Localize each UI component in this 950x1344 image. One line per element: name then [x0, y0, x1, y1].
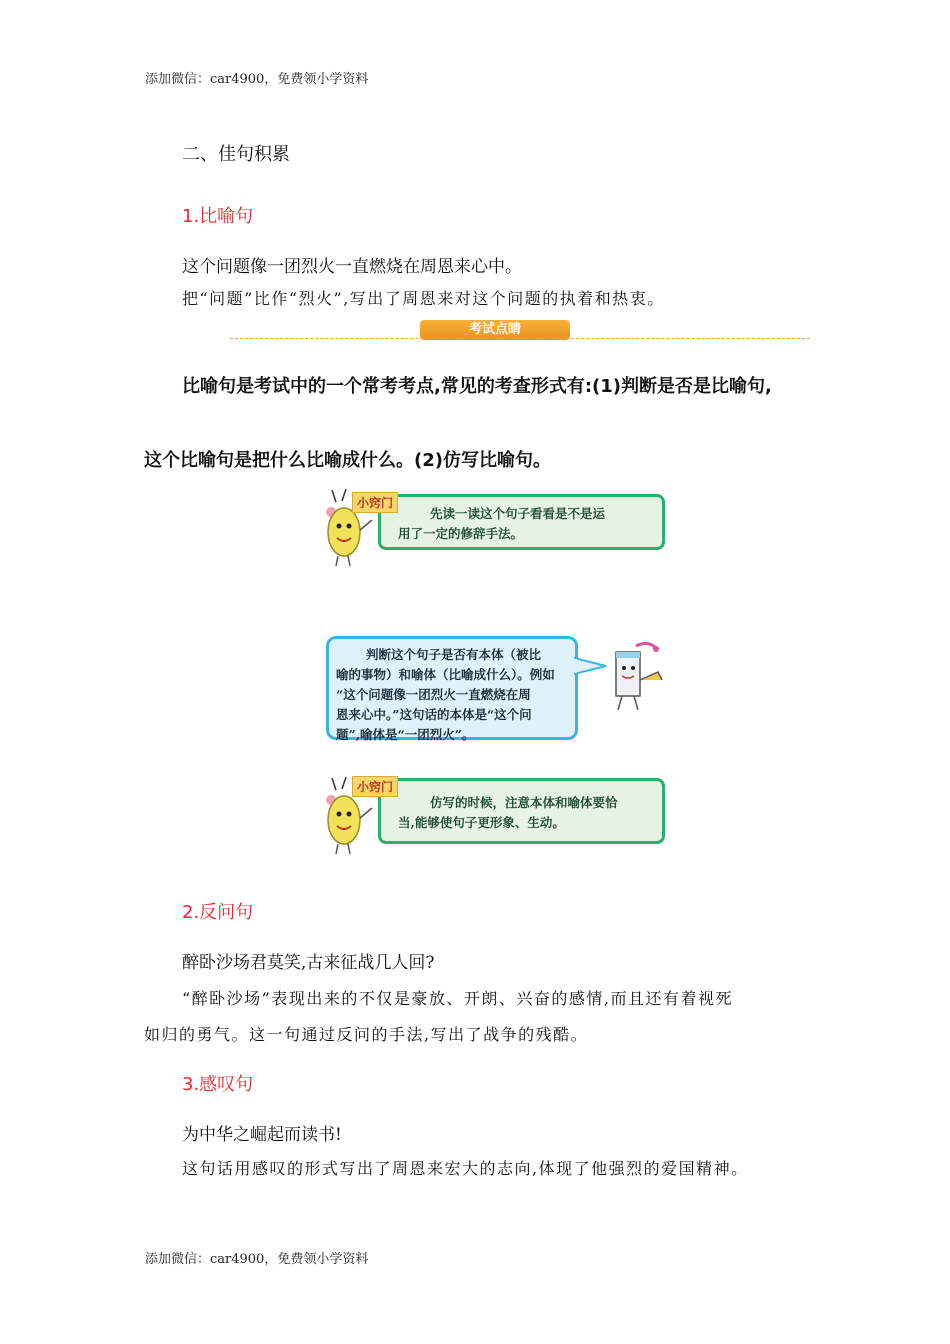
rhetorical-title: 2.反问句	[182, 902, 254, 923]
bubble-line-1: 判断这个句子是否有本体（被比	[366, 647, 542, 662]
exclamatory-title: 3.感叹句	[182, 1074, 254, 1095]
bubble-line-5: 题”,喻体是“一团烈火”。	[336, 727, 475, 742]
footer-note: 添加微信：car4900，免费领小学资料	[145, 1252, 369, 1267]
bubble-line-3: “这个问题像一团烈火一直燃烧在周	[336, 687, 531, 702]
bubble-pointer	[574, 656, 608, 676]
tip-1-line-1: 先读一读这个句子看看是不是运	[430, 506, 606, 521]
tip-2-line-1: 仿写的时候，注意本体和喻体要恰	[430, 795, 618, 810]
bubble-line-2: 喻的事物）和喻体（比喻成什么）。例如	[336, 667, 555, 682]
tip-label-1: 小窍门	[352, 492, 398, 513]
exam-line-2: 这个比喻句是把什么比喻成什么。(2)仿写比喻句。	[144, 450, 551, 471]
tip-1-line-2: 用了一定的修辞手法。	[398, 526, 524, 541]
bubble-line-4: 恩来心中。”这句话的本体是“这个问	[336, 707, 532, 722]
tip-2-line-2: 当,能够使句子更形象、生动。	[398, 815, 565, 830]
rhetorical-example: 醉卧沙场君莫笑,古来征战几人回?	[182, 953, 435, 973]
mascot-book-icon	[608, 640, 666, 714]
exclamatory-note: 这句话用感叹的形式写出了周恩来宏大的志向,体现了他强烈的爱国精神。	[182, 1159, 749, 1178]
exam-line-1: 比喻句是考试中的一个常考考点,常见的考查形式有:(1)判断是否是比喻句,	[182, 376, 772, 397]
exam-badge: 考试点睛	[420, 320, 570, 340]
section-title: 二、佳句积累	[182, 144, 290, 165]
simile-example: 这个问题像一团烈火一直燃烧在周恩来心中。	[182, 257, 522, 277]
simile-title: 1.比喻句	[182, 206, 254, 227]
exclamatory-example: 为中华之崛起而读书!	[182, 1125, 342, 1145]
rhetorical-note-line-1: “醉卧沙场”表现出来的不仅是豪放、开朗、兴奋的感情,而且还有着视死	[182, 989, 733, 1008]
simile-note: 把“问题”比作“烈火”,写出了周恩来对这个问题的执着和热衷。	[182, 289, 665, 308]
tip-label-2: 小窍门	[352, 776, 398, 797]
exam-divider	[230, 338, 810, 339]
rhetorical-note-line-2: 如归的勇气。这一句通过反问的手法,写出了战争的残酷。	[144, 1025, 589, 1044]
header-note: 添加微信：car4900，免费领小学资料	[145, 72, 369, 87]
